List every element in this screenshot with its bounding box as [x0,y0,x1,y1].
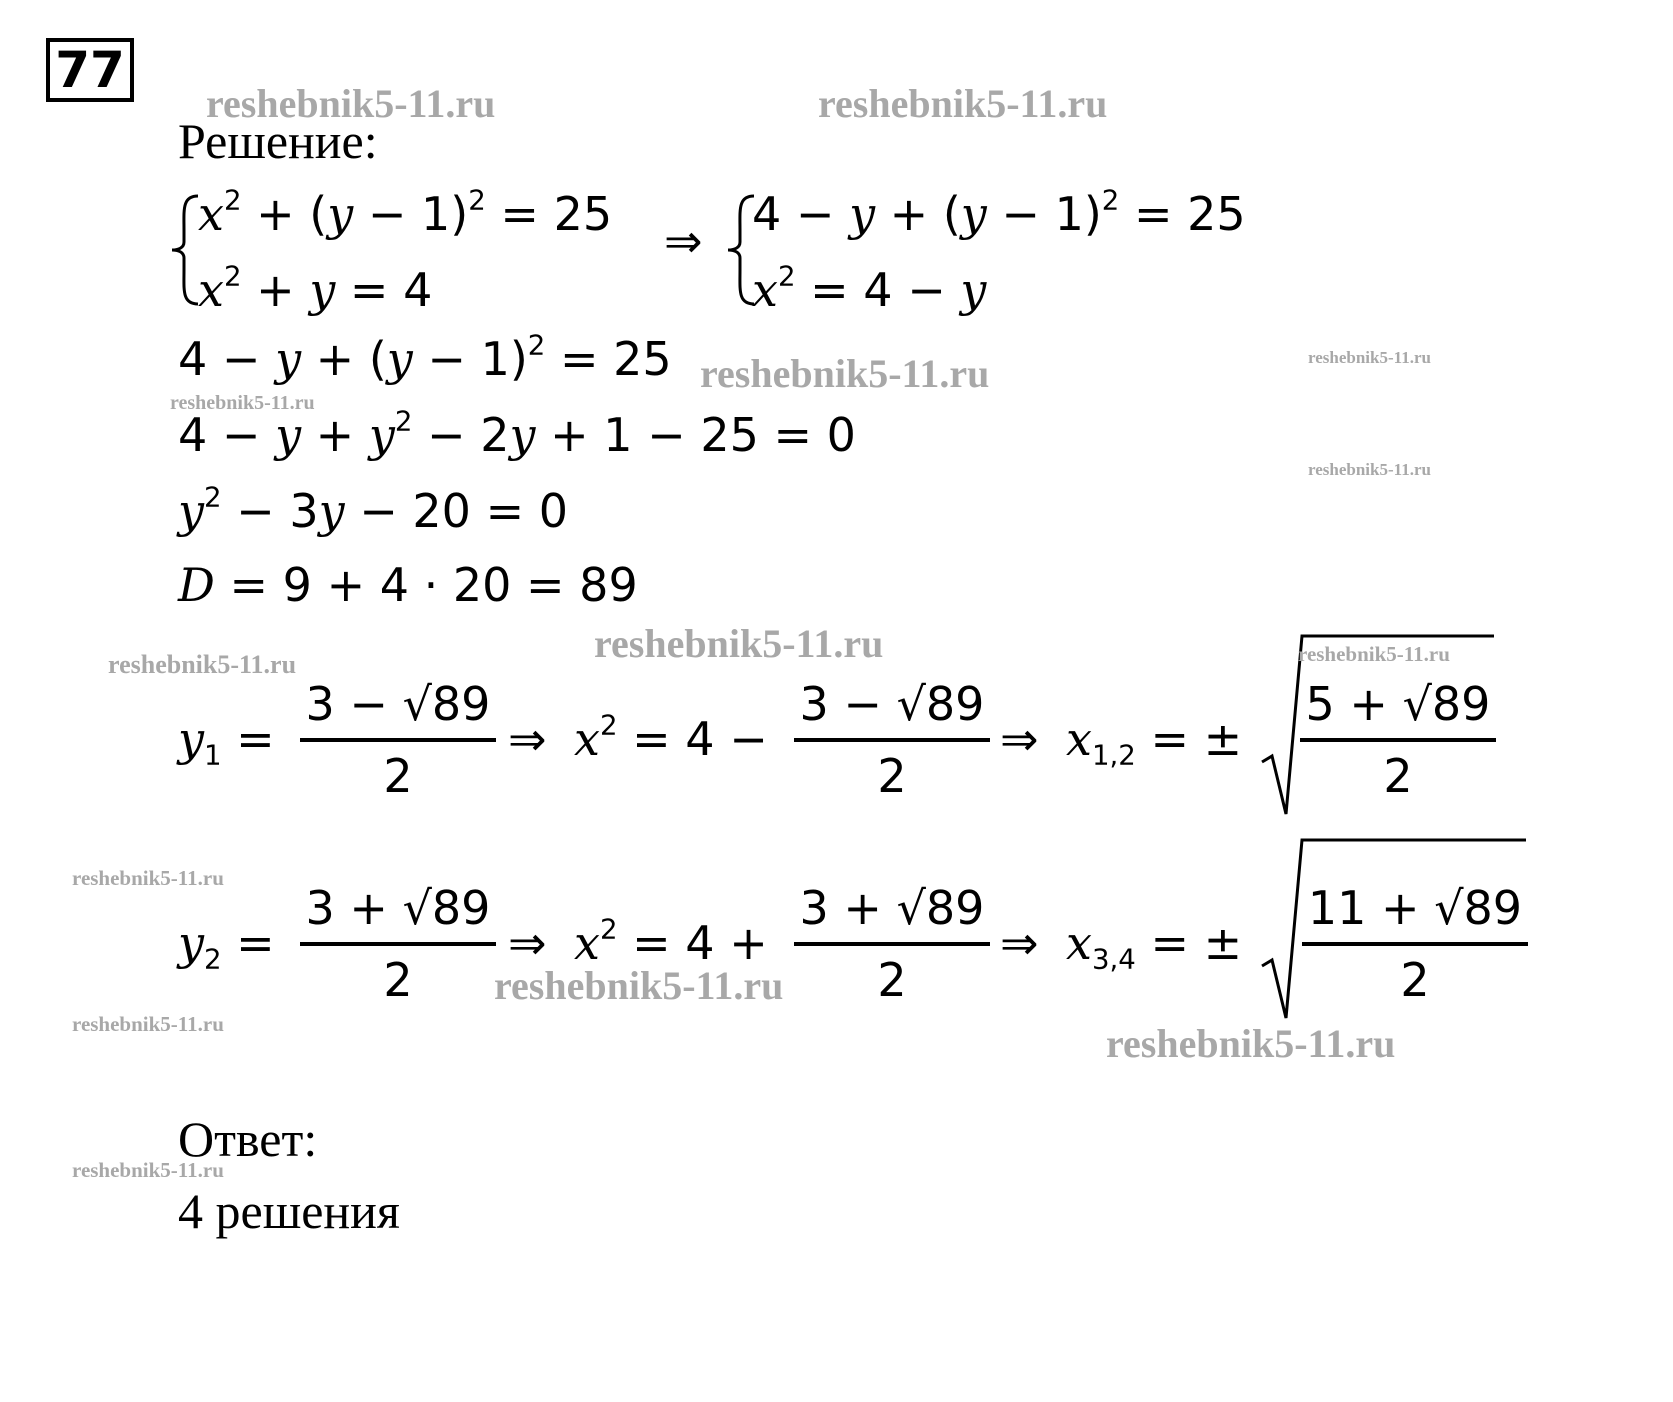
x34-numerator: 11 + √89 [1307,881,1523,935]
x34-denominator: 2 [1400,953,1430,1007]
root1-x2-numerator: 3 − √89 [799,677,985,731]
y1-numerator: 3 − √89 [305,677,491,731]
watermark: reshebnik5-11.ru [594,621,884,666]
root2-implies-2: ⇒ [1000,916,1039,970]
y1-fraction [300,670,496,810]
watermark: reshebnik5-11.ru [72,866,224,890]
task-number: 77 [46,38,134,102]
y2-fraction [300,874,496,1014]
left-system: $x^2 + (y - 1)^2 = 25$ $x^2 + y = 4$ [198,183,613,317]
y2-numerator: 3 + √89 [305,881,491,935]
root2-x2-denominator: 2 [877,953,907,1007]
x12-denominator: 2 [1383,749,1413,803]
y1-denominator: 2 [383,749,413,803]
root2-x2-numerator: 3 + √89 [799,881,985,935]
step-3: $y^2 - 3y - 20 = 0$ [178,480,568,538]
x12-fraction [1300,670,1496,810]
root2-implies: ⇒ [508,916,547,970]
watermark: reshebnik5-11.ru [108,650,297,679]
watermark: reshebnik5-11.ru [206,81,496,126]
root1-implies-2: ⇒ [1000,712,1039,766]
step-1: $4 - y + (y - 1)^2 = 25$ [178,328,672,386]
root2-x2-fraction [794,874,990,1014]
root1-x2-fraction [794,670,990,810]
y1-label: $y_1$ = [178,712,275,772]
right-system: $4 - y + (y - 1)^2 = 25$ $x^2 = 4 - y$ [752,183,1246,317]
watermark: reshebnik5-11.ru [72,1012,224,1036]
watermark: reshebnik5-11.ru [1106,1021,1396,1066]
implies-arrow: ⇒ [664,214,703,268]
answer-heading: Ответ: [178,1111,318,1167]
watermark: reshebnik5-11.ru [494,963,784,1008]
watermark: reshebnik5-11.ru [818,81,1108,126]
x12-numerator: 5 + √89 [1305,677,1491,731]
x12-label: $x_{1,2}$ = ± [1066,712,1243,772]
step-2: $4 - y + y^2 - 2y + 1 - 25 = 0$ [178,404,856,462]
solution-heading: Решение: [178,113,378,169]
x34-fraction [1302,874,1528,1014]
root1-x2-expr: $x^2 = 4$ − [574,708,768,766]
watermark: reshebnik5-11.ru [72,1158,224,1182]
root1-implies: ⇒ [508,712,547,766]
y2-denominator: 2 [383,953,413,1007]
answer-text: 4 решения [178,1183,400,1239]
watermark: reshebnik5-11.ru [1298,642,1450,666]
x34-label: $x_{3,4}$ = ± [1066,916,1243,976]
y2-label: $y_2$ = [178,916,275,976]
root1-x2-denominator: 2 [877,749,907,803]
watermark: reshebnik5-11.ru [170,392,315,414]
step-4: D = 9 + 4 · 20 = 89 [178,558,638,612]
watermark: reshebnik5-11.ru [700,351,990,396]
watermark: reshebnik5-11.ru [1308,460,1431,479]
watermark: reshebnik5-11.ru [1308,348,1431,367]
root2-x2-expr: $x^2 = 4$ + [574,912,768,970]
